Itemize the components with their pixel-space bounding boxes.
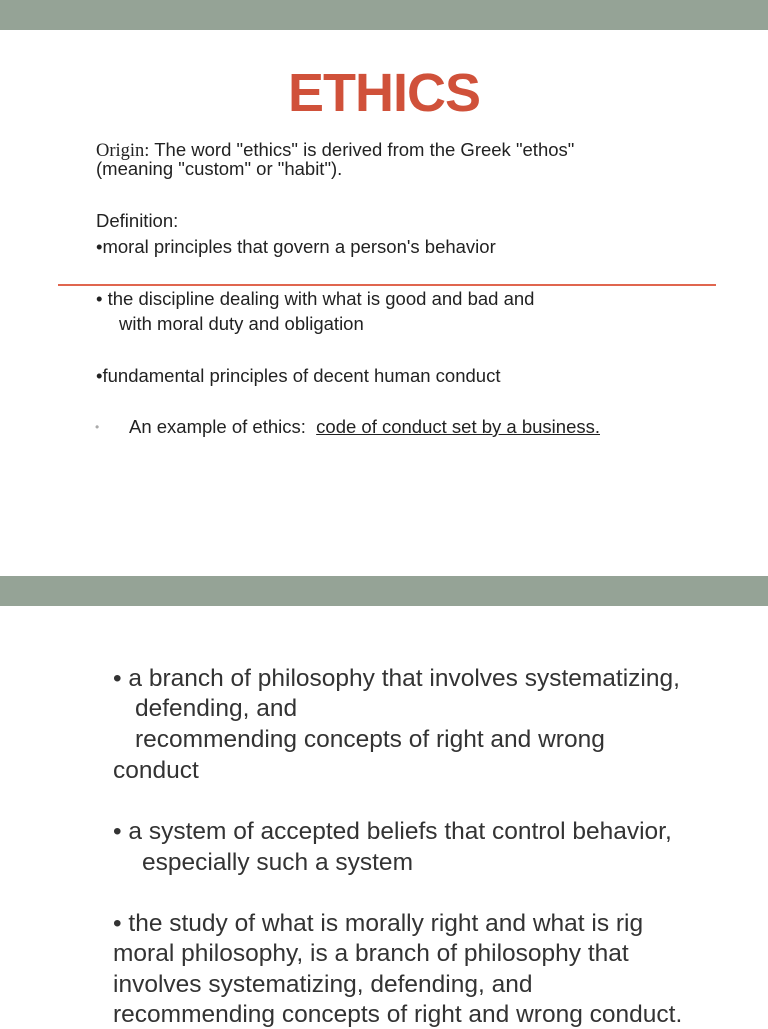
bullet-3-line-1: • the study of what is morally right and what is rig xyxy=(113,910,644,937)
example-line xyxy=(129,416,600,438)
bullet-3-line-4: recommending concepts of right and wrong conduct. xyxy=(113,1001,683,1028)
definition-2-line-2: with moral duty and obligation xyxy=(119,313,364,334)
definition-label: Definition: xyxy=(96,210,179,231)
slide-divider-bar xyxy=(0,576,768,606)
origin-text: The word "ethics" is derived from the Greek "ethos" xyxy=(149,139,575,160)
definition-1: •moral principles that govern a person's behavior xyxy=(96,236,496,257)
definition-3: •fundamental principles of decent human conduct xyxy=(96,365,501,386)
top-divider-bar xyxy=(0,0,768,30)
slide-title: ETHICS xyxy=(287,63,481,123)
bullet-1-line-1: • a branch of philosophy that involves systematizing, xyxy=(113,665,680,692)
origin-label: Origin: xyxy=(96,141,150,161)
bullet-3-line-2: moral philosophy, is a branch of philosophy that xyxy=(113,940,629,967)
bullet-1-line-3: recommending concepts of right and wrong xyxy=(135,726,605,753)
bullet-2-line-1: • a system of accepted beliefs that control behavior, xyxy=(113,818,672,845)
example-link[interactable]: code of conduct set by a business. xyxy=(316,416,600,437)
bullet-1-line-2: defending, and xyxy=(135,695,298,722)
bullet-1-line-4: conduct xyxy=(113,757,199,784)
origin-line-2: (meaning "custom" or "habit"). xyxy=(96,158,343,179)
bullet-3-line-3: involves systematizing, defending, and xyxy=(113,971,533,998)
example-label: An example of ethics: xyxy=(129,416,306,437)
definition-2-line-1: • the discipline dealing with what is good and bad and xyxy=(96,288,535,309)
bullet-2-line-2: especially such a system xyxy=(142,849,413,876)
example-bullet: • xyxy=(95,420,100,434)
red-divider-line xyxy=(58,284,716,286)
